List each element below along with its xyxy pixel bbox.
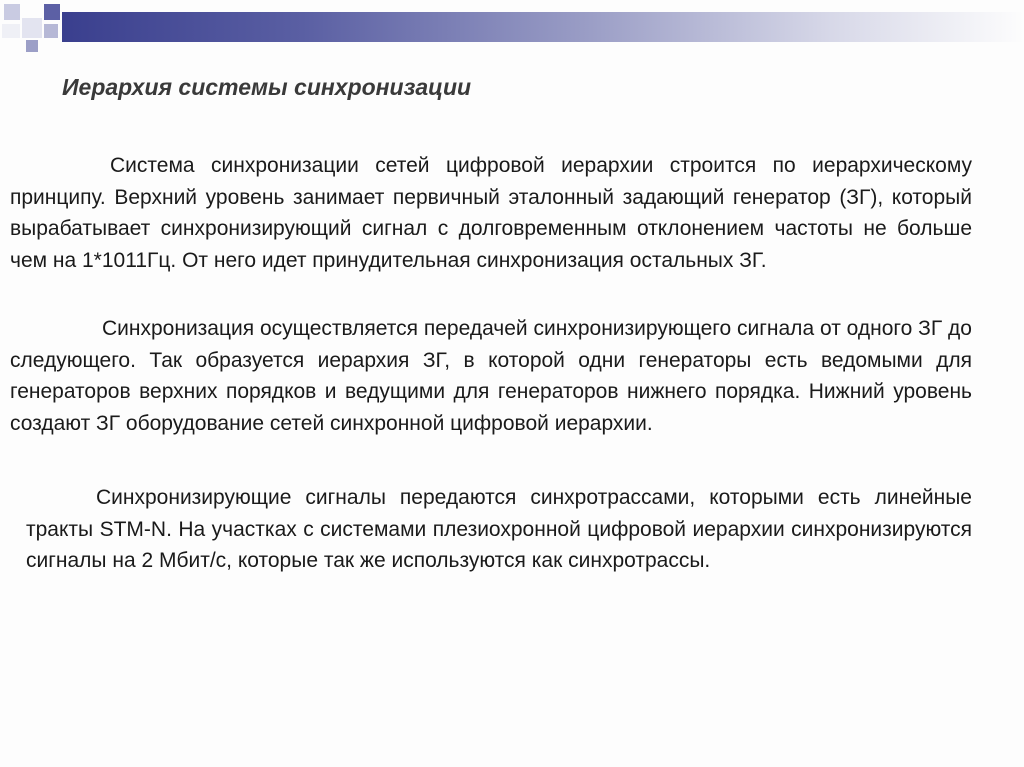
- decorative-square: [44, 4, 60, 20]
- paragraph-hierarchy-principle: Система синхронизации сетей цифровой иерархии строится по иерархическому принципу. Верхний уровень занимает первичный эталонный задающий генератор (ЗГ), который вырабатывает синхронизирующий сигнал с долговременным отклонением частоты не больше чем на 1*1011Гц. От него идет принудительная синхронизация остальных ЗГ.: [10, 154, 972, 272]
- decorative-square: [4, 4, 20, 20]
- decorative-square: [2, 24, 20, 38]
- decorative-square: [44, 24, 58, 38]
- slide-title: Иерархия системы синхронизации: [62, 74, 472, 100]
- decorative-square: [26, 40, 38, 52]
- header-gradient-bar: [62, 12, 1024, 42]
- decorative-square: [22, 18, 42, 38]
- paragraph-sync-routes: Синхронизирующие сигналы передаются синхротрассами, которыми есть линейные тракты STM-N. На участках с системами плезиохронной цифровой иерархии синхронизируются сигналы на 2 Мбит/с, которые так же используются как синхротрассы.: [26, 486, 972, 572]
- paragraph-signal-transfer: Синхронизация осуществляется передачей синхронизирующего сигнала от одного ЗГ до следующего. Так образуется иерархия ЗГ, в которой одни генераторы есть ведомыми для генераторов верхних порядков и ведущими для генераторов нижнего порядка. Нижний уровень создают ЗГ оборудование сетей синхронной цифровой иерархии.: [10, 317, 972, 435]
